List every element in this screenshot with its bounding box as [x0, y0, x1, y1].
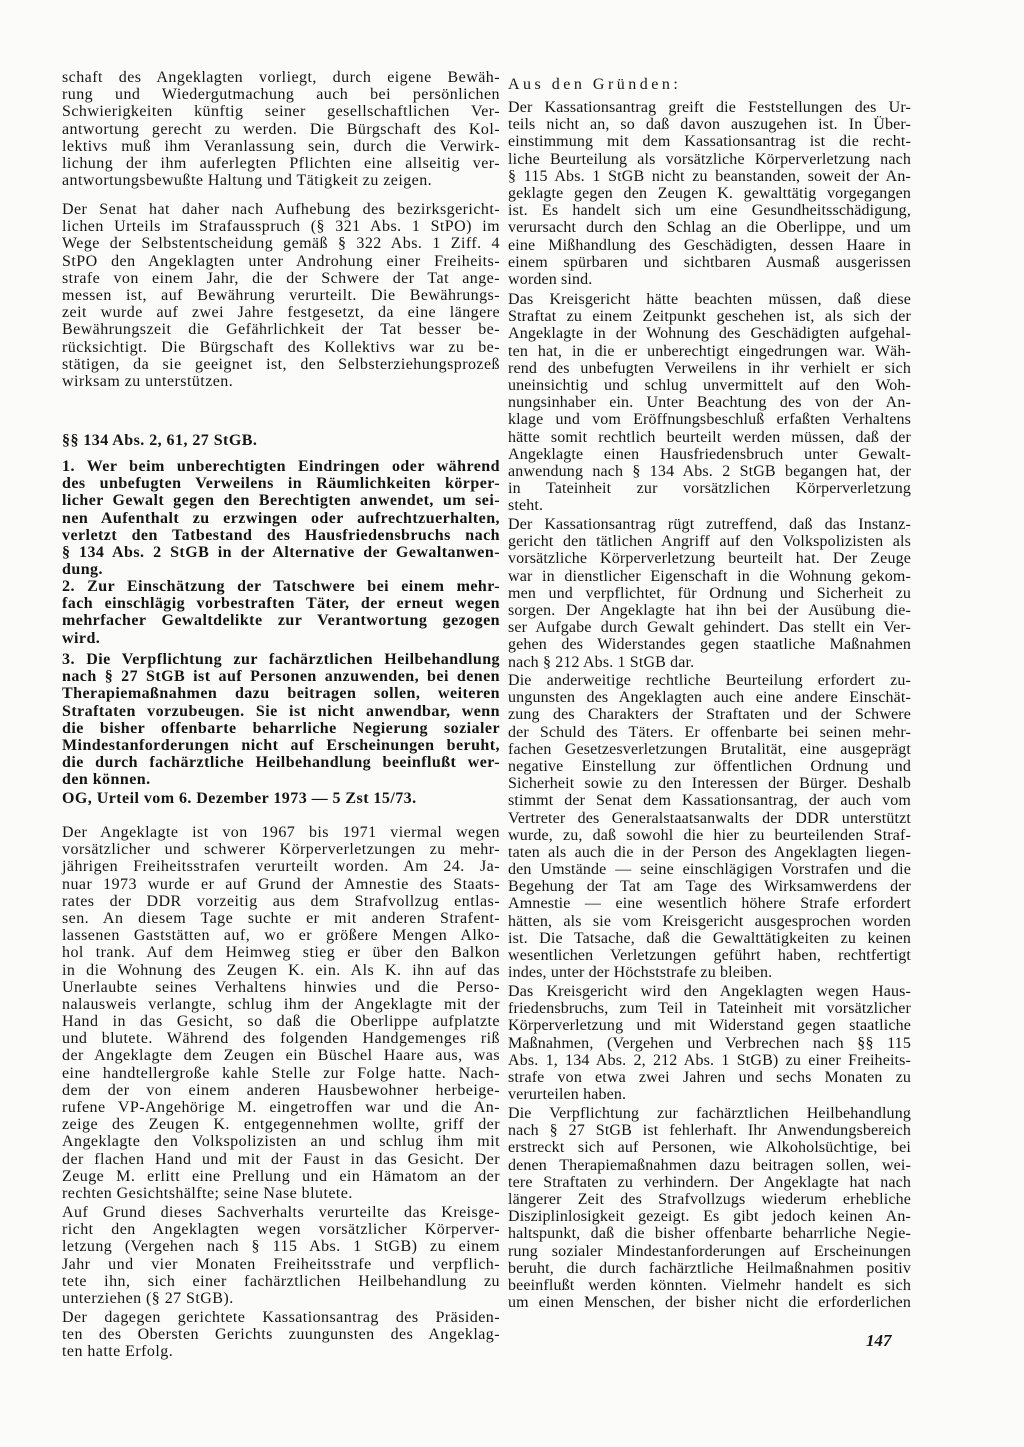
section-heading: Aus den Gründen: — [508, 76, 682, 93]
text-line: des unbefugten Verweilens in Räumlichkeiten körper- — [62, 475, 500, 493]
text-line: der flachen Hand und mit der Faust in das Gesicht. Der — [62, 1150, 500, 1168]
text-line: Die Verpflichtung zur fachärztlichen Heilbehandlung — [508, 1105, 911, 1122]
paragraph-facts — [62, 824, 500, 1202]
text-line: Wege der Selbstentscheidung gemäß § 322 Abs. 1 Ziff. 4 — [62, 235, 500, 253]
text-line: Mindestanforderungen nicht auf Erscheinungen beruht, — [62, 736, 500, 754]
text-line: mehrfacher Gewaltdelikte zur Verantwortung gezogen — [62, 612, 500, 630]
text-line: tere Straftaten zu verhindern. Der Angeklagte hat nach — [508, 1173, 911, 1191]
text-line: Straftaten vorzubeugen. Sie ist nicht anwendbar, wenn — [62, 702, 500, 720]
text-line: beeinflußt werden könnten. Vielmehr handelt es sich — [508, 1276, 911, 1294]
text-line: taten als auch die in der Person des Angeklagten liegen- — [508, 843, 911, 861]
text-line: wird. — [62, 629, 101, 647]
headnote-2 — [62, 578, 500, 647]
text-line: wirksam zu unterstützen. — [62, 372, 234, 390]
text-line: nungsinhaber ein. Unter Beachtung des von der An- — [508, 394, 911, 412]
text-line: hol trank. Auf dem Heimweg stieg er über den Balkon — [62, 944, 500, 962]
text-line: nach § 27 StGB ist auf Personen anzuwenden, bei denen — [62, 668, 500, 686]
paragraph-reasons-6 — [508, 1105, 911, 1311]
text-line: Auf Grund dieses Sachverhalts verurteilte das Kreisge- — [62, 1204, 500, 1221]
text-line: licher Gewalt gegen den Berechtigten anwendet, um sei- — [62, 492, 500, 510]
text-line: Der Senat hat daher nach Aufhebung des bezirksgericht- — [62, 201, 500, 218]
text-line: hätte somit rechtlich beurteilt werden müssen, daß der — [508, 428, 911, 446]
text-line: rend des unbefugten Verweilens in ihr verhielt er sich — [508, 359, 911, 377]
text-line: dung. — [62, 561, 103, 579]
text-line: lichen Urteils im Strafausspruch (§ 321 Abs. 1 StPO) im — [62, 218, 500, 236]
text-line: Amnestie — eine wesentlich höhere Strafe erfordert — [508, 895, 911, 913]
text-line: ist. Die Tatsache, daß die Gewalttätigkeiten zu keinen — [508, 929, 911, 947]
text-line: lassenen Gaststätten auf, wo er größere Mengen Alko- — [62, 927, 500, 945]
text-line: Sicherheit sowie zu den Interessen der Bürger. Deshalb — [508, 775, 911, 793]
text-line: beruht, die durch fachärztliche Heilmaßnahmen positiv — [508, 1259, 911, 1277]
text-line: lektivs muß ihm Veranlassung sein, durch die Verwirk- — [62, 137, 500, 155]
text-line: messen ist, auf Bewährung verurteilt. Die Bewährungs- — [62, 286, 500, 304]
paragraph-reasons-1 — [508, 99, 911, 288]
text-line: letzung (Vergehen nach § 115 Abs. 1 StGB) zu einem — [62, 1238, 500, 1256]
paragraph-continuation — [62, 69, 500, 189]
text-line: den können. — [62, 771, 151, 789]
text-line: rücksichtigt. Die Bürgschaft des Kollektivs war zu be- — [62, 338, 500, 356]
text-line: § 134 Abs. 2 StGB in der Alternative der Gewaltanwen- — [62, 543, 500, 561]
text-line: ten des Obersten Gerichts zuungunsten des Angeklag- — [62, 1326, 500, 1344]
text-line: Der dagegen gerichtete Kassationsantrag des Präsiden- — [62, 1309, 500, 1326]
paragraph-reasons-4 — [508, 672, 911, 981]
text-line: der Schuld des Täters. Er offenbarte bei seinen mehr- — [508, 723, 911, 741]
text-line: nen Aufenthalt zu erzwingen oder aufrechtzuerhalten, — [62, 509, 500, 527]
text-line: uneinsichtig und schlug unvermittelt auf den Woh- — [508, 376, 911, 394]
text-line: Straftat zu einem Zeitpunkt geschehen ist, als sich der — [508, 308, 911, 326]
text-line: stätigen, da sie geeignet ist, den Selbsterziehungsprozeß — [62, 355, 500, 373]
text-line: ten hatte Erfolg. — [62, 1343, 174, 1361]
text-line: lichung der ihm auferlegten Pflichten eine allseitig ver- — [62, 154, 500, 172]
text-line: zeige des Zeugen K. entgegennehmen wollte, griff der — [62, 1116, 500, 1134]
text-line: Das Kreisgericht hätte beachten müssen, daß diese — [508, 291, 911, 308]
statute-heading — [62, 432, 500, 449]
text-line: Begehung der Tat am Tage des Wirksamwerdens der — [508, 878, 911, 896]
text-line: Bewährungszeit die Gefährlichkeit der Tat besser be- — [62, 321, 500, 339]
text-line: Angeklagte einen Hausfriedensbruch unter Gewalt- — [508, 445, 911, 463]
text-line: ten hat, in die er unberechtigt eingedrungen war. Wäh- — [508, 342, 911, 360]
text-line: längerer Zeit des Strafvollzugs wiederum erhebliche — [508, 1190, 911, 1208]
text-line: einem spürbaren und sichtbaren Ausmaß ausgerissen — [508, 253, 911, 271]
text-line: vorsätzlicher und schwerer Körperverletzungen zu mehr- — [62, 841, 500, 859]
text-line: wurde, zu, daß sowohl die hier zu beurteilenden Straf- — [508, 826, 911, 844]
text-line: gericht den tätlichen Angriff auf den Volkspolizisten als — [508, 533, 911, 551]
text-line: steht. — [508, 497, 544, 515]
text-line: Maßnahmen, (Vergehen und Verbrechen nach §§ 115 — [508, 1034, 911, 1052]
text-line: Die anderweitige rechtliche Beurteilung erfordert zu- — [508, 672, 911, 689]
paragraph-lower-court — [62, 1204, 500, 1307]
text-line: rufene VP-Angehörige M. eingetroffen war und die An- — [62, 1099, 500, 1116]
text-line: Angeklagte in der Wohnung des Geschädigten aufgehal- — [508, 325, 911, 343]
text-line: friedensbruchs, zum Teil in Tateinheit mit vorsätzlicher — [508, 1000, 911, 1018]
court-citation — [62, 790, 500, 807]
headnote-3 — [62, 651, 500, 789]
text-line: zeit wurde auf zwei Jahre festgesetzt, da eine längere — [62, 304, 500, 322]
text-line: nalausweis verlangte, schlug ihm der Angeklagte mit der — [62, 995, 500, 1013]
text-line: ser Aufgabe durch Gewalt gehindert. Das stellt ein Ver- — [508, 619, 911, 637]
paragraph-decision — [62, 201, 500, 390]
text-line: und blutete. Während des folgenden Handgemenges riß — [62, 1030, 500, 1048]
text-line: nach § 212 Abs. 1 StGB dar. — [508, 653, 695, 671]
text-line: Der Kassationsantrag greift die Feststellungen des Ur- — [508, 99, 911, 116]
text-line: rung sozialer Mindestanforderungen auf Erscheinungen — [508, 1242, 911, 1260]
text-line: geklagte gegen den Zeugen K. gewalttätig vorgegangen — [508, 184, 911, 202]
text-line: den Umstände — seine einschlägigen Vorstrafen und die — [508, 861, 911, 879]
paragraph-reasons-2 — [508, 291, 911, 514]
text-line: jährigen Freiheitsstrafen verurteilt worden. Am 24. Ja- — [62, 858, 500, 876]
text-line: dem der von einem anderen Hausbewohner herbeige- — [62, 1081, 500, 1099]
text-line: haltspunkt, daß die bisher offenbarte beharrliche Negie- — [508, 1225, 911, 1243]
text-line: die bisher offenbarte beharrliche Negierung sozialer — [62, 719, 500, 737]
text-line: Der Kassationsantrag rügt zutreffend, daß das Instanz- — [508, 516, 911, 533]
text-line: fach einschlägig vorbestraften Täter, der erneut wegen — [62, 595, 500, 613]
text-line: rates der DDR vorzeitig aus dem Strafvollzug entlas- — [62, 892, 500, 910]
text-line: indes, unter der Höchststrafe zu bleiben. — [508, 964, 773, 982]
text-line: ungunsten des Angeklagten auch eine andere Einschät- — [508, 689, 911, 707]
text-line: strafe von etwa zwei Jahren und sechs Monaten zu — [508, 1068, 911, 1086]
text-line: fachen Gesetzesverletzungen Brutalität, eine ausgeprägt — [508, 740, 911, 758]
text-line: Jahr und vier Monaten Freiheitsstrafe und verpflich- — [62, 1255, 500, 1273]
text-line: § 115 Abs. 1 StGB nicht zu beanstanden, soweit der An- — [508, 167, 911, 185]
text-line: rung und Wiedergutmachung auch bei persönlichen — [62, 86, 500, 104]
text-line: erstreckt sich auf Personen, wie Alkoholsüchtige, bei — [508, 1139, 911, 1157]
text-line: Therapiemaßnahmen dazu beitragen sollen, weiteren — [62, 685, 500, 703]
text-line: eine handtellergroße kahle Stelle zur Folge hatte. Nach- — [62, 1064, 500, 1082]
text-line: Körperverletzung und mit Widerstand gegen staatliche — [508, 1017, 911, 1035]
text-line: antwortungsbewußte Haltung und Tätigkeit zu zeigen. — [62, 172, 433, 190]
text-line: liche Beurteilung als vorsätzliche Körperverletzung nach — [508, 150, 911, 168]
text-line: war in dienstlicher Eigenschaft in die Wohnung gekom- — [508, 567, 911, 585]
text-line: Disziplinlosigkeit gezeigt. Es gibt jedoch keinen An- — [508, 1208, 911, 1226]
text-line: tete ihn, sich einer fachärztlichen Heilbehandlung zu — [62, 1272, 500, 1290]
text-line: Der Angeklagte ist von 1967 bis 1971 viermal wegen — [62, 824, 500, 841]
text-line: sen. An diesem Tage suchte er mit anderen Strafent- — [62, 909, 500, 927]
text-line: schaft des Angeklagten vorliegt, durch eigene Bewäh- — [62, 69, 500, 86]
text-line: Schwierigkeiten künftig seiner gesellschaftlichen Ver- — [62, 103, 500, 121]
text-line: unterziehen (§ 27 StGB). — [62, 1289, 234, 1307]
text-line: teils nicht an, so daß davon auszugehen ist. In Über- — [508, 116, 911, 134]
text-line: anwendung nach § 134 Abs. 2 StGB begangen hat, der — [508, 462, 911, 480]
text-line: zung des Charakters der Straftaten und der Schwere — [508, 706, 911, 724]
text-line: der Angeklagte dem Zeugen ein Büschel Haare aus, was — [62, 1047, 500, 1065]
text-line: negative Einstellung zur öffentlichen Ordnung und — [508, 757, 911, 775]
text-line: nuar 1973 wurde er auf Grund der Amnestie des Staats- — [62, 875, 500, 893]
text-line: 1. Wer beim unberechtigten Eindringen oder während — [62, 458, 500, 475]
text-line: Zeuge M. erlitt eine Prellung und ein Hämatom an der — [62, 1167, 500, 1185]
text-line: Abs. 1, 134 Abs. 2, 212 Abs. 1 StGB) zu einer Freiheits- — [508, 1051, 911, 1069]
text-line: einstimmung mit dem Kassationsantrag ist die recht- — [508, 133, 911, 151]
text-line: verursacht durch den Schlag an die Oberlippe, und um — [508, 219, 911, 237]
text-line: verletzt den Tatbestand des Hausfriedensbruchs nach — [62, 526, 500, 544]
text-line: ist. Es handelt sich um eine Gesundheitsschädigung, — [508, 202, 911, 220]
text-line: um einen Menschen, der bisher nicht die erforderlichen — [508, 1294, 911, 1312]
paragraph-appeal — [62, 1309, 500, 1361]
text-line: hätten, als sie vom Kreisgericht ausgesprochen worden — [508, 912, 911, 930]
text-line: in die Wohnung des Zeugen K. ein. Als K. ihn auf das — [62, 961, 500, 979]
text-line: nach § 27 StGB ist fehlerhaft. Ihr Anwendungsbereich — [508, 1122, 911, 1140]
text-line: OG, Urteil vom 6. Dezember 1973 — 5 Zst 15/73. — [62, 790, 417, 807]
text-line: Hand in das Gesicht, so daß die Oberlippe aufplatzte — [62, 1013, 500, 1031]
text-line: Das Kreisgericht wird den Angeklagten wegen Haus- — [508, 983, 911, 1000]
text-line: worden sind. — [508, 270, 593, 288]
reasons-heading — [508, 76, 911, 94]
text-line: richt den Angeklagten wegen vorsätzlicher Körperver- — [62, 1221, 500, 1239]
text-line: sorgen. Der Angeklagte hat ihn bei der Ausübung die- — [508, 601, 911, 619]
text-line: wesentlichen Verletzungen geführt haben, rechtfertigt — [508, 947, 911, 964]
text-line: 3. Die Verpflichtung zur fachärztlichen Heilbehandlung — [62, 651, 500, 668]
paragraph-reasons-3 — [508, 516, 911, 671]
text-line: vorsätzliche Körperverletzung beurteilt hat. Der Zeuge — [508, 550, 911, 568]
text-line: StPO den Angeklagten unter Androhung einer Freiheits- — [62, 252, 500, 270]
headnote-1 — [62, 458, 500, 578]
paragraph-reasons-5 — [508, 983, 911, 1103]
text-line: men und verpflichtet, für Ordnung und Sicherheit zu — [508, 584, 911, 602]
text-line: stimmt der Senat dem Kassationsantrag, der auch vom — [508, 792, 911, 810]
text-line: in Tateinheit zur vorsätzlichen Körperverletzung — [508, 480, 911, 498]
text-line: strafe von einem Jahr, die der Schwere der Tat ange- — [62, 269, 500, 287]
text-line: gehen des Widerstandes gegen staatliche Maßnahmen — [508, 636, 911, 654]
text-line: die durch fachärztliche Heilbehandlung beeinflußt wer- — [62, 754, 500, 772]
text-line: verurteilen haben. — [508, 1086, 627, 1104]
text-line: rechten Gesichtshälfte; seine Nase blutete. — [62, 1184, 353, 1202]
text-line: Unerlaubte seines Verhaltens hinwies und die Perso- — [62, 978, 500, 996]
text-line: 2. Zur Einschätzung der Tatschwere bei einem mehr- — [62, 578, 500, 595]
text-line: klage und vom Eröffnungsbeschluß erfaßten Verhaltens — [508, 411, 911, 429]
text-line: Angeklagte den Volkspolizisten an und schlug ihm mit — [62, 1133, 500, 1151]
text-line: Vertreter des Generalstaatsanwalts der DDR unterstützt — [508, 809, 911, 827]
page-number: 147 — [866, 1331, 892, 1350]
text-line: antwortung gerecht zu werden. Die Bürgschaft des Kol- — [62, 120, 500, 138]
text-line: denen Therapiemaßnahmen dazu beitragen sollen, wei- — [508, 1156, 911, 1174]
text-line: §§ 134 Abs. 2, 61, 27 StGB. — [62, 432, 258, 449]
text-line: eine Mißhandlung des Geschädigten, dessen Haare in — [508, 236, 911, 254]
